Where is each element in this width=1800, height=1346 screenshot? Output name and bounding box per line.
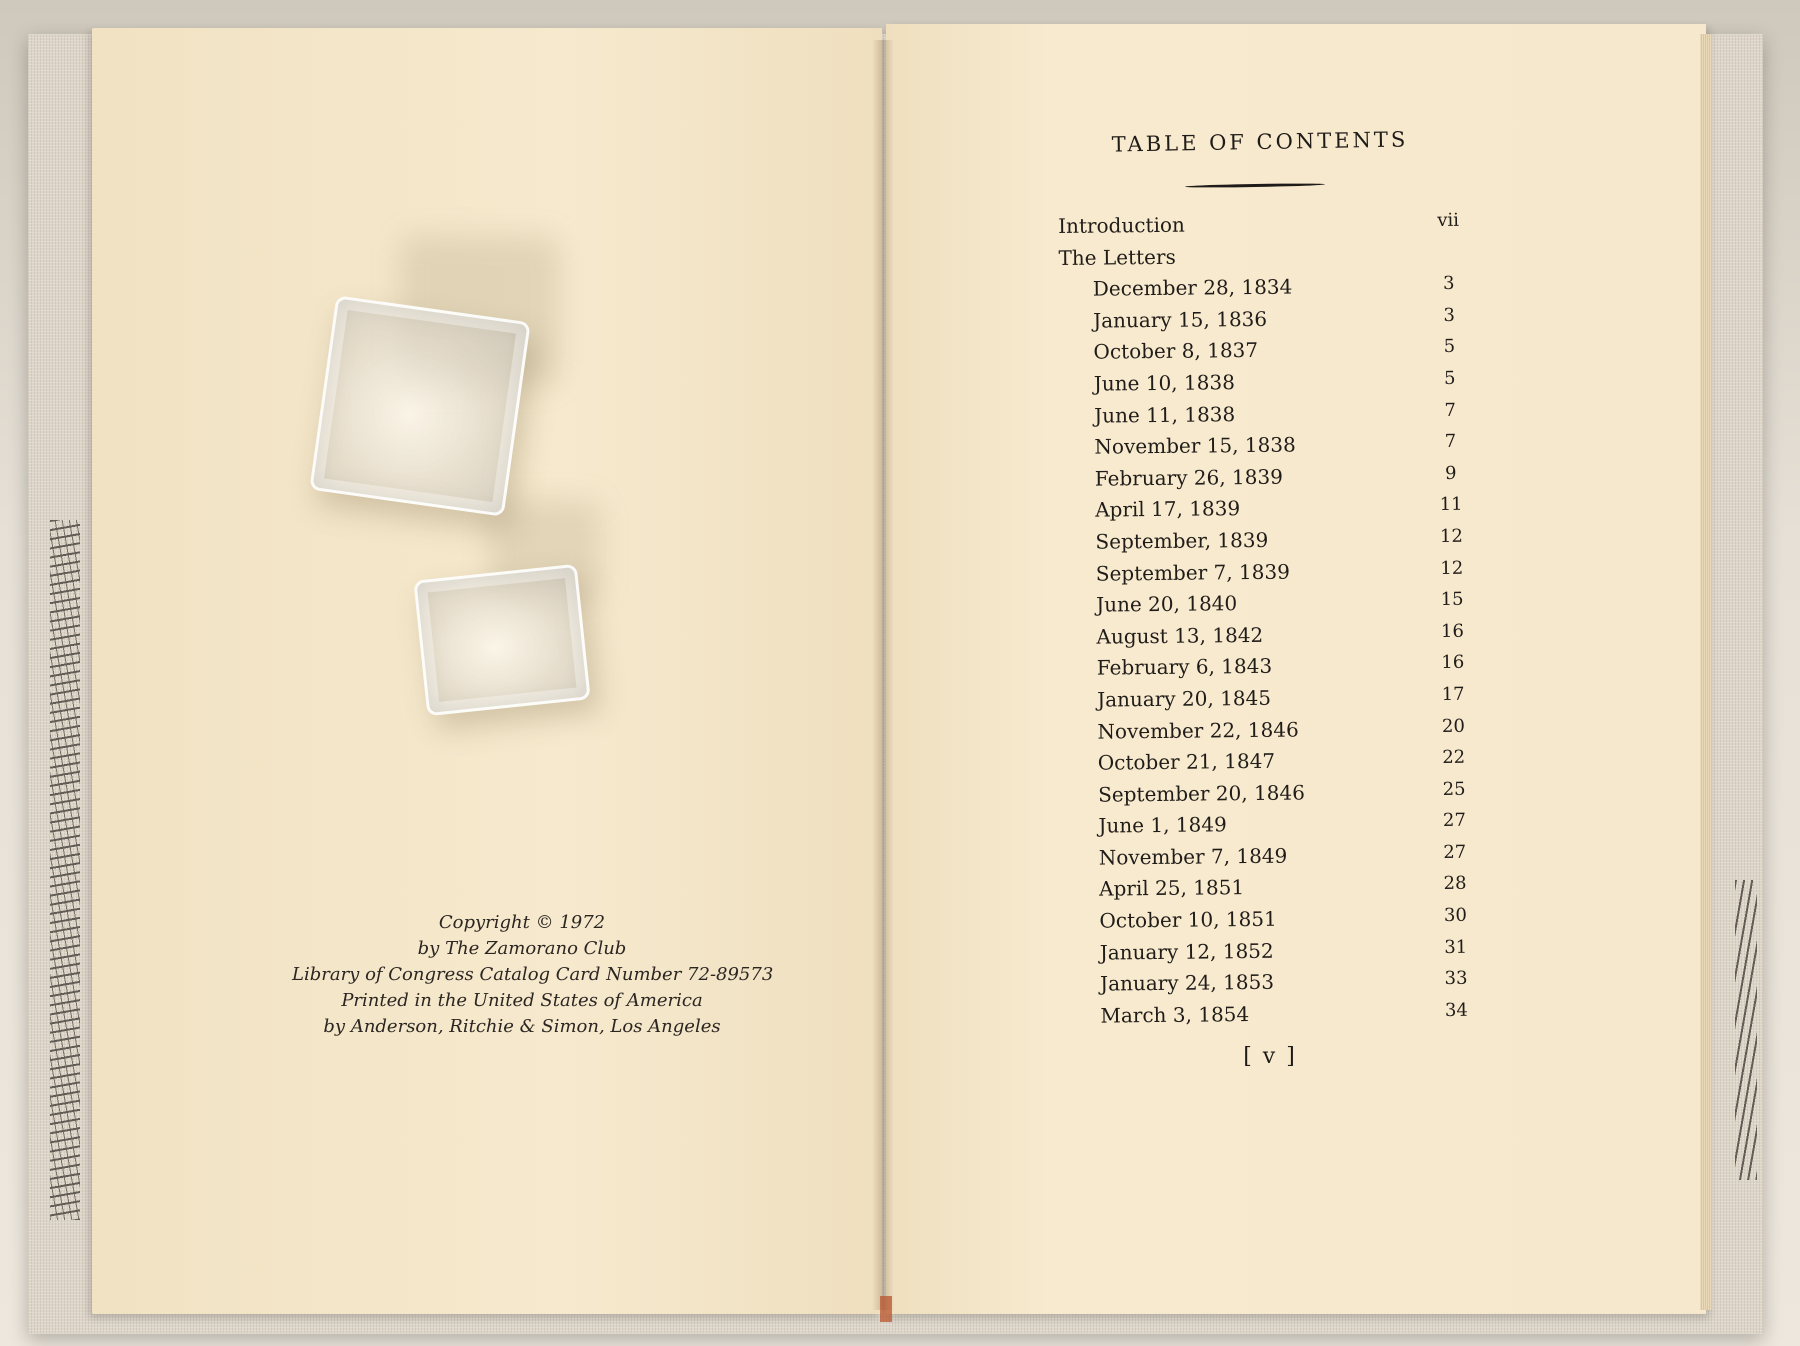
toc-entry [1065,837,1485,873]
toc-entry [1063,648,1483,684]
toc-entry [1064,743,1484,779]
toc-entry-page: 20 [1441,715,1465,737]
endpaper-illustration-left [50,520,80,1220]
toc-entry-title: April 25, 1851 [1098,875,1245,902]
toc-entry-page: 12 [1440,557,1464,579]
toc-entry-page: 9 [1444,462,1457,484]
toc-entry [1062,585,1482,621]
toc-entry-page: 12 [1439,525,1464,547]
toc-entry [1059,332,1479,368]
toc-entry-title: June 20, 1840 [1096,591,1238,617]
toc-entry-page: 16 [1441,652,1465,674]
toc-entry [1060,395,1480,431]
toc-entry [1062,616,1482,652]
book-gutter [872,40,894,1310]
toc-entry-page: 11 [1439,494,1463,516]
toc-entry [1062,553,1482,589]
toc-entry [1058,206,1478,242]
page-number: [ v ] [1243,1044,1297,1069]
toc-entry-title: Introduction [1058,212,1185,238]
toc-entry-title: January 20, 1845 [1097,685,1272,712]
toc-entry-page: 30 [1443,904,1467,927]
toc-entry-title: October 8, 1837 [1093,338,1259,365]
toc-entry [1061,490,1481,526]
toc-entry-page: 3 [1443,304,1455,326]
toc-entry-page: 7 [1444,431,1457,453]
toc-entry [1063,679,1483,715]
toc-entry [1059,300,1479,336]
toc-entry [1059,269,1479,305]
copyright-line: by Anderson, Ritchie & Simon, Los Angeles [323,1016,721,1037]
toc-entry-title: The Letters [1058,244,1176,270]
toc-entry-title: November 15, 1838 [1094,432,1296,459]
toc-entry-page: 25 [1442,778,1466,800]
toc-entry [1066,964,1486,1000]
toc-list [1058,206,1487,1032]
toc-entry-page: 3 [1442,273,1455,295]
toc-entry-title: September 7, 1839 [1095,559,1290,586]
toc-entry-title: June 1, 1849 [1098,812,1227,838]
toc-entry [1064,774,1484,810]
toc-entry [1066,995,1486,1031]
toc-entry-title: January 24, 1853 [1099,970,1275,996]
toc-entry-page: 7 [1444,399,1456,421]
copyright-line: Library of Congress Catalog Card Number 72-89573 [292,964,774,985]
toc-entry-title: January 15, 1836 [1093,306,1268,333]
toc-entry-title: November 7, 1849 [1098,843,1288,870]
toc-entry [1065,901,1485,937]
toc-entry-title: June 11, 1838 [1094,401,1236,428]
toc-entry-page: 15 [1440,588,1464,611]
toc-entry [1060,427,1480,463]
glass-cube-weight [413,564,590,716]
toc-entry-page: 33 [1444,968,1468,990]
toc-entry-page: vii [1437,209,1460,232]
endpaper-illustration-right [1735,880,1757,1180]
toc-entry-page: 5 [1443,367,1456,389]
toc-entry-title: February 26, 1839 [1094,464,1284,491]
toc-entry [1061,458,1481,494]
toc-entry-title: September 20, 1846 [1097,780,1306,807]
toc-entry [1060,364,1480,400]
toc-entry [1065,869,1485,905]
toc-entry-title: February 6, 1843 [1096,654,1273,680]
spine-headband [880,1296,892,1322]
toc-entry-page: 22 [1442,746,1466,769]
toc-entry-title: November 22, 1846 [1097,717,1299,744]
copyright-block [292,910,774,1040]
copyright-line: Printed in the United States of America [341,990,703,1011]
toc-entry [1066,932,1486,968]
copyright-line: by The Zamorano Club [417,938,627,959]
page-edges [1700,34,1712,1310]
toc-entry-title: March 3, 1854 [1100,1001,1250,1028]
glass-cube-weight [309,295,530,516]
toc-entry-page: 16 [1440,620,1464,642]
toc-entry-page: 5 [1443,336,1456,358]
toc-entry-page: 17 [1441,683,1465,705]
toc-entry [1061,522,1481,558]
toc-entry-title: April 17, 1839 [1095,496,1241,522]
toc-entry-title: December 28, 1834 [1092,274,1293,301]
toc-entry-title: June 10, 1838 [1093,370,1235,396]
toc-entry-page: 27 [1443,841,1467,863]
toc-entry-title: September, 1839 [1095,527,1269,554]
toc-title: TABLE OF CONTENTS [1111,127,1409,157]
toc-entry-title: January 12, 1852 [1099,938,1274,965]
toc-entry-title: October 21, 1847 [1097,748,1276,775]
toc-entry-page: 31 [1444,936,1468,958]
toc-entry-title: October 10, 1851 [1099,906,1277,933]
toc-entry-page: 34 [1444,999,1468,1021]
toc-entry-page: 28 [1443,873,1467,895]
toc-entry [1063,711,1483,747]
toc-entry-title: August 13, 1842 [1096,622,1264,649]
copyright-line: Copyright © 1972 [438,912,606,933]
toc-entry [1064,806,1484,842]
toc-entry-page: 27 [1442,810,1466,832]
toc-entry [1058,237,1478,273]
